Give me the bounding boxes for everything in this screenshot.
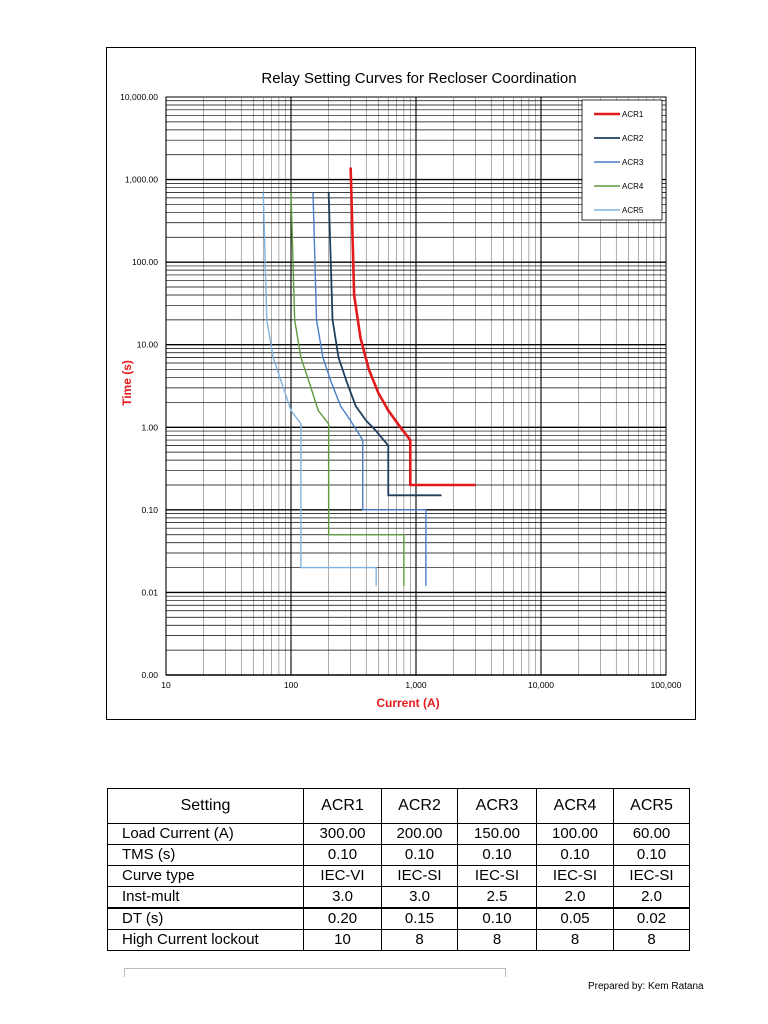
- table-cell: 3.0: [304, 887, 382, 909]
- table-row: [108, 887, 690, 909]
- legend-label: ACR2: [622, 134, 644, 143]
- legend-label: ACR1: [622, 110, 644, 119]
- prepared-by-text: Prepared by: Kem Ratana: [588, 981, 704, 992]
- table-cell: 300.00: [304, 824, 382, 845]
- table-row: [108, 845, 690, 866]
- table-cell: 8: [537, 930, 614, 951]
- table-row-label: Inst-mult: [108, 887, 304, 909]
- table-row-label: Curve type: [108, 866, 304, 887]
- y-tick-label: 10,000.00: [120, 92, 158, 102]
- table-row: [108, 866, 690, 887]
- table-header-cell: ACR4: [537, 789, 614, 824]
- x-tick-label: 10: [161, 680, 171, 690]
- table-cell: 0.10: [614, 845, 690, 866]
- table-cell: 2.5: [458, 887, 537, 909]
- table-cell: 150.00: [458, 824, 537, 845]
- table-cell: IEC-SI: [458, 866, 537, 887]
- table-cell: 0.10: [382, 845, 458, 866]
- chart-frame: [106, 47, 696, 720]
- table-cell: 3.0: [382, 887, 458, 909]
- table-cell: 8: [382, 930, 458, 951]
- table-header-cell: Setting: [108, 789, 304, 824]
- table-cell: 100.00: [537, 824, 614, 845]
- table-cell: IEC-VI: [304, 866, 382, 887]
- x-tick-label: 100,000: [650, 680, 682, 690]
- table-cell: 2.0: [537, 887, 614, 909]
- table-row-label: TMS (s): [108, 845, 304, 866]
- table-cell: 0.05: [537, 908, 614, 930]
- y-axis-label: Time (s): [120, 360, 134, 406]
- legend-label: ACR4: [622, 182, 644, 191]
- table-cell: 60.00: [614, 824, 690, 845]
- table-cell: 0.10: [458, 845, 537, 866]
- y-tick-label: 0.00: [141, 670, 158, 680]
- legend-label: ACR3: [622, 158, 644, 167]
- y-tick-label: 0.01: [141, 587, 158, 598]
- table-cell: 0.20: [304, 908, 382, 930]
- table-row-label: High Current lockout: [108, 930, 304, 951]
- x-tick-label: 10,000: [528, 680, 554, 690]
- y-tick-label: 100.00: [132, 257, 158, 268]
- table-row: [108, 930, 690, 951]
- table-body: [108, 824, 690, 951]
- table-cell: IEC-SI: [537, 866, 614, 887]
- table-row: [108, 908, 690, 930]
- x-tick-label: 100: [283, 680, 299, 690]
- y-tick-label: 1,000.00: [124, 174, 158, 185]
- table-header-row: [108, 789, 690, 824]
- table-cell: 0.10: [458, 908, 537, 930]
- settings-table: [107, 788, 690, 951]
- table-cell: IEC-SI: [614, 866, 690, 887]
- table-cell: 10: [304, 930, 382, 951]
- y-tick-label: 1.00: [141, 422, 158, 433]
- note-box: [124, 968, 506, 977]
- table-row-label: Load Current (A): [108, 824, 304, 845]
- table-row-label: DT (s): [108, 908, 304, 930]
- relay-curve-chart: [107, 48, 695, 719]
- x-tick-label: 1,000: [405, 680, 427, 690]
- y-tick-label: 0.10: [141, 504, 158, 515]
- table-header-cell: ACR1: [304, 789, 382, 824]
- table-cell: 200.00: [382, 824, 458, 845]
- table-header-cell: ACR2: [382, 789, 458, 824]
- table-cell: 8: [614, 930, 690, 951]
- table-cell: 0.02: [614, 908, 690, 930]
- y-tick-label: 10.00: [136, 339, 158, 350]
- table-header-cell: ACR3: [458, 789, 537, 824]
- table-cell: 0.10: [304, 845, 382, 866]
- table-cell: 2.0: [614, 887, 690, 909]
- table-cell: 0.15: [382, 908, 458, 930]
- legend-label: ACR5: [622, 206, 644, 215]
- table-cell: IEC-SI: [382, 866, 458, 887]
- table-row: [108, 824, 690, 845]
- x-axis-label: Current (A): [376, 696, 440, 710]
- table-header-cell: ACR5: [614, 789, 690, 824]
- table-cell: 8: [458, 930, 537, 951]
- table-cell: 0.10: [537, 845, 614, 866]
- chart-title: Relay Setting Curves for Recloser Coordination: [261, 70, 577, 87]
